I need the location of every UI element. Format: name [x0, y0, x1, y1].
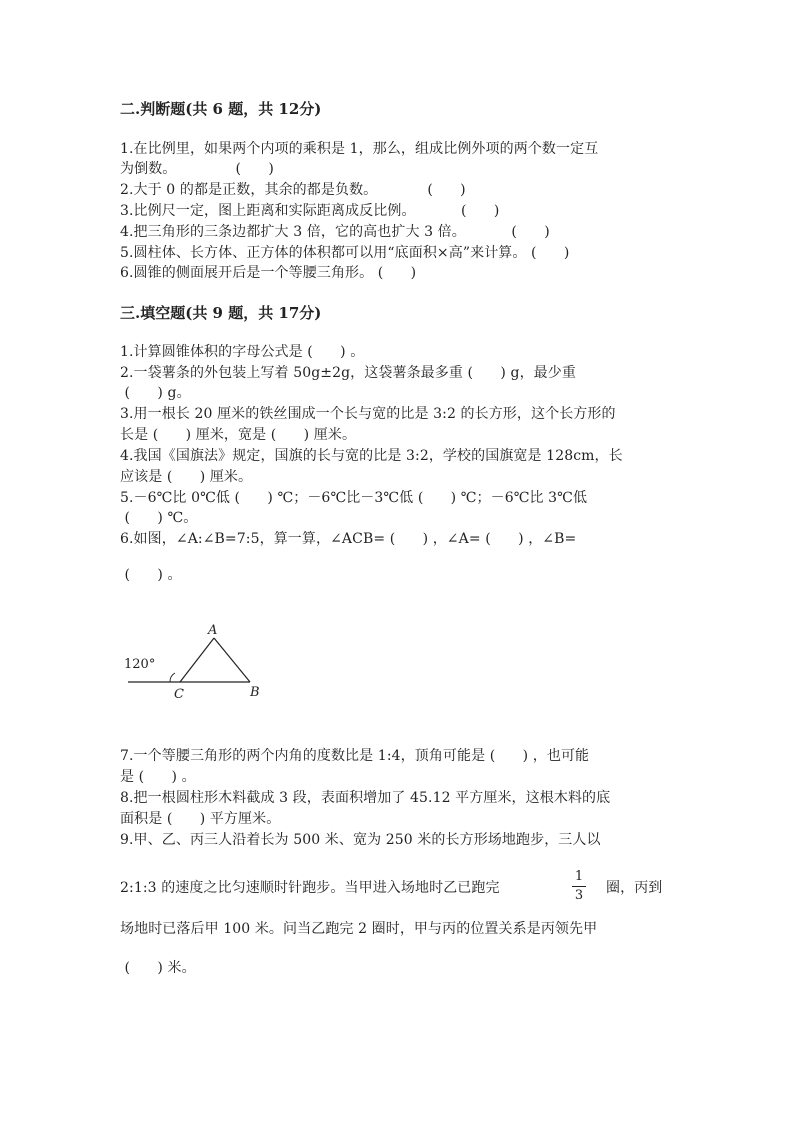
fraction-denominator: 3 — [574, 888, 584, 903]
judge-q1-line2: 为倒数。 ( ) — [120, 161, 274, 177]
judge-q2: 2.大于 0 的都是正数，其余的都是负数。 ( ) — [120, 182, 466, 198]
fill-q8-line1: 8.把一根圆柱形木料截成 3 段，表面积增加了 45.12 平方厘米，这根木料的底 — [120, 790, 611, 806]
section-3-title: 三.填空题(共 9 题，共 17分) — [120, 304, 322, 322]
fill-q8-line2: 面积是 ( ) 平方厘米。 — [120, 811, 281, 827]
side-ca-line — [180, 638, 214, 682]
judge-q4: 4.把三角形的三条边都扩大 3 倍，它的高也扩大 3 倍。 ( ) — [120, 224, 550, 240]
fraction-bar — [572, 886, 586, 887]
fill-q2-line2: ( ) g。 — [120, 385, 191, 401]
fill-q9-line3: 场地时已落后甲 100 米。问当乙跑完 2 圈时，甲与丙的位置关系是丙领先甲 — [120, 921, 598, 937]
fill-q6-line2: ( ) 。 — [120, 567, 182, 583]
fill-q1: 1.计算圆锥体积的字母公式是 ( ) 。 — [120, 344, 365, 360]
exterior-angle-arc — [170, 673, 175, 682]
side-ab-line — [214, 638, 250, 682]
judge-q3: 3.比例尺一定，图上距离和实际距离成反比例。 ( ) — [120, 203, 500, 219]
judge-q5: 5.圆柱体、长方体、正方体的体积都可以用“底面积×高”来计算。 ( ) — [120, 245, 570, 261]
fill-q3-line1: 3.用一根长 20 厘米的铁丝围成一个长与宽的比是 3:2 的长方形，这个长方形的 — [120, 406, 616, 422]
fill-q9-line1: 9.甲、乙、丙三人沿着长为 500 米、宽为 250 米的长方形场地跑步，三人以 — [120, 832, 601, 848]
fill-q4-line1: 4.我国《国旗法》规定，国旗的长与宽的比是 3:2，学校的国旗宽是 128cm，长 — [120, 448, 623, 464]
fill-q9-line2b: 圈，丙到 — [606, 880, 663, 896]
fill-q7-line2: 是 ( ) 。 — [120, 769, 196, 785]
fill-q7-line1: 7.一个等腰三角形的两个内角的度数比是 1:4，顶角可能是 ( ) ，也可能 — [120, 748, 590, 764]
fill-q9-line2a: 2:1:3 的速度之比匀速顺时针跑步。当甲进入场地时乙已跑完 — [120, 880, 500, 896]
fill-q2-line1: 2.一袋薯条的外包装上写着 50g±2g，这袋薯条最多重 ( ) g，最少重 — [120, 365, 576, 381]
fill-q9-line4: ( ) 米。 — [120, 960, 196, 976]
triangle-figure — [120, 618, 270, 704]
fill-q4-line2: 应该是 ( ) 厘米。 — [120, 469, 253, 485]
fill-q3-line2: 长是 ( ) 厘米，宽是 ( ) 厘米。 — [120, 427, 357, 443]
judge-q1-line1: 1.在比例里，如果两个内项的乘积是 1，那么，组成比例外项的两个数一定互 — [120, 141, 599, 157]
angle-label: 120° — [124, 657, 156, 672]
vertex-c-label: C — [174, 687, 184, 702]
vertex-a-label: A — [208, 623, 218, 638]
judge-q6: 6.圆锥的侧面展开后是一个等腰三角形。 ( ) — [120, 265, 417, 281]
section-2-title: 二.判断题(共 6 题，共 12分) — [120, 100, 322, 118]
fill-q5-line2: ( ) ℃。 — [120, 510, 198, 526]
fraction-one-third — [572, 870, 586, 903]
vertex-b-label: B — [250, 685, 260, 700]
fraction-numerator: 1 — [574, 869, 584, 884]
fill-q5-line1: 5.－6℃比 0℃低 ( ) ℃；－6℃比－3℃低 ( ) ℃；－6℃比 3℃低 — [120, 490, 588, 506]
fill-q6-line1: 6.如图，∠A:∠B=7:5，算一算，∠ACB= ( ) ，∠A= ( ) ，∠B= — [120, 531, 577, 547]
